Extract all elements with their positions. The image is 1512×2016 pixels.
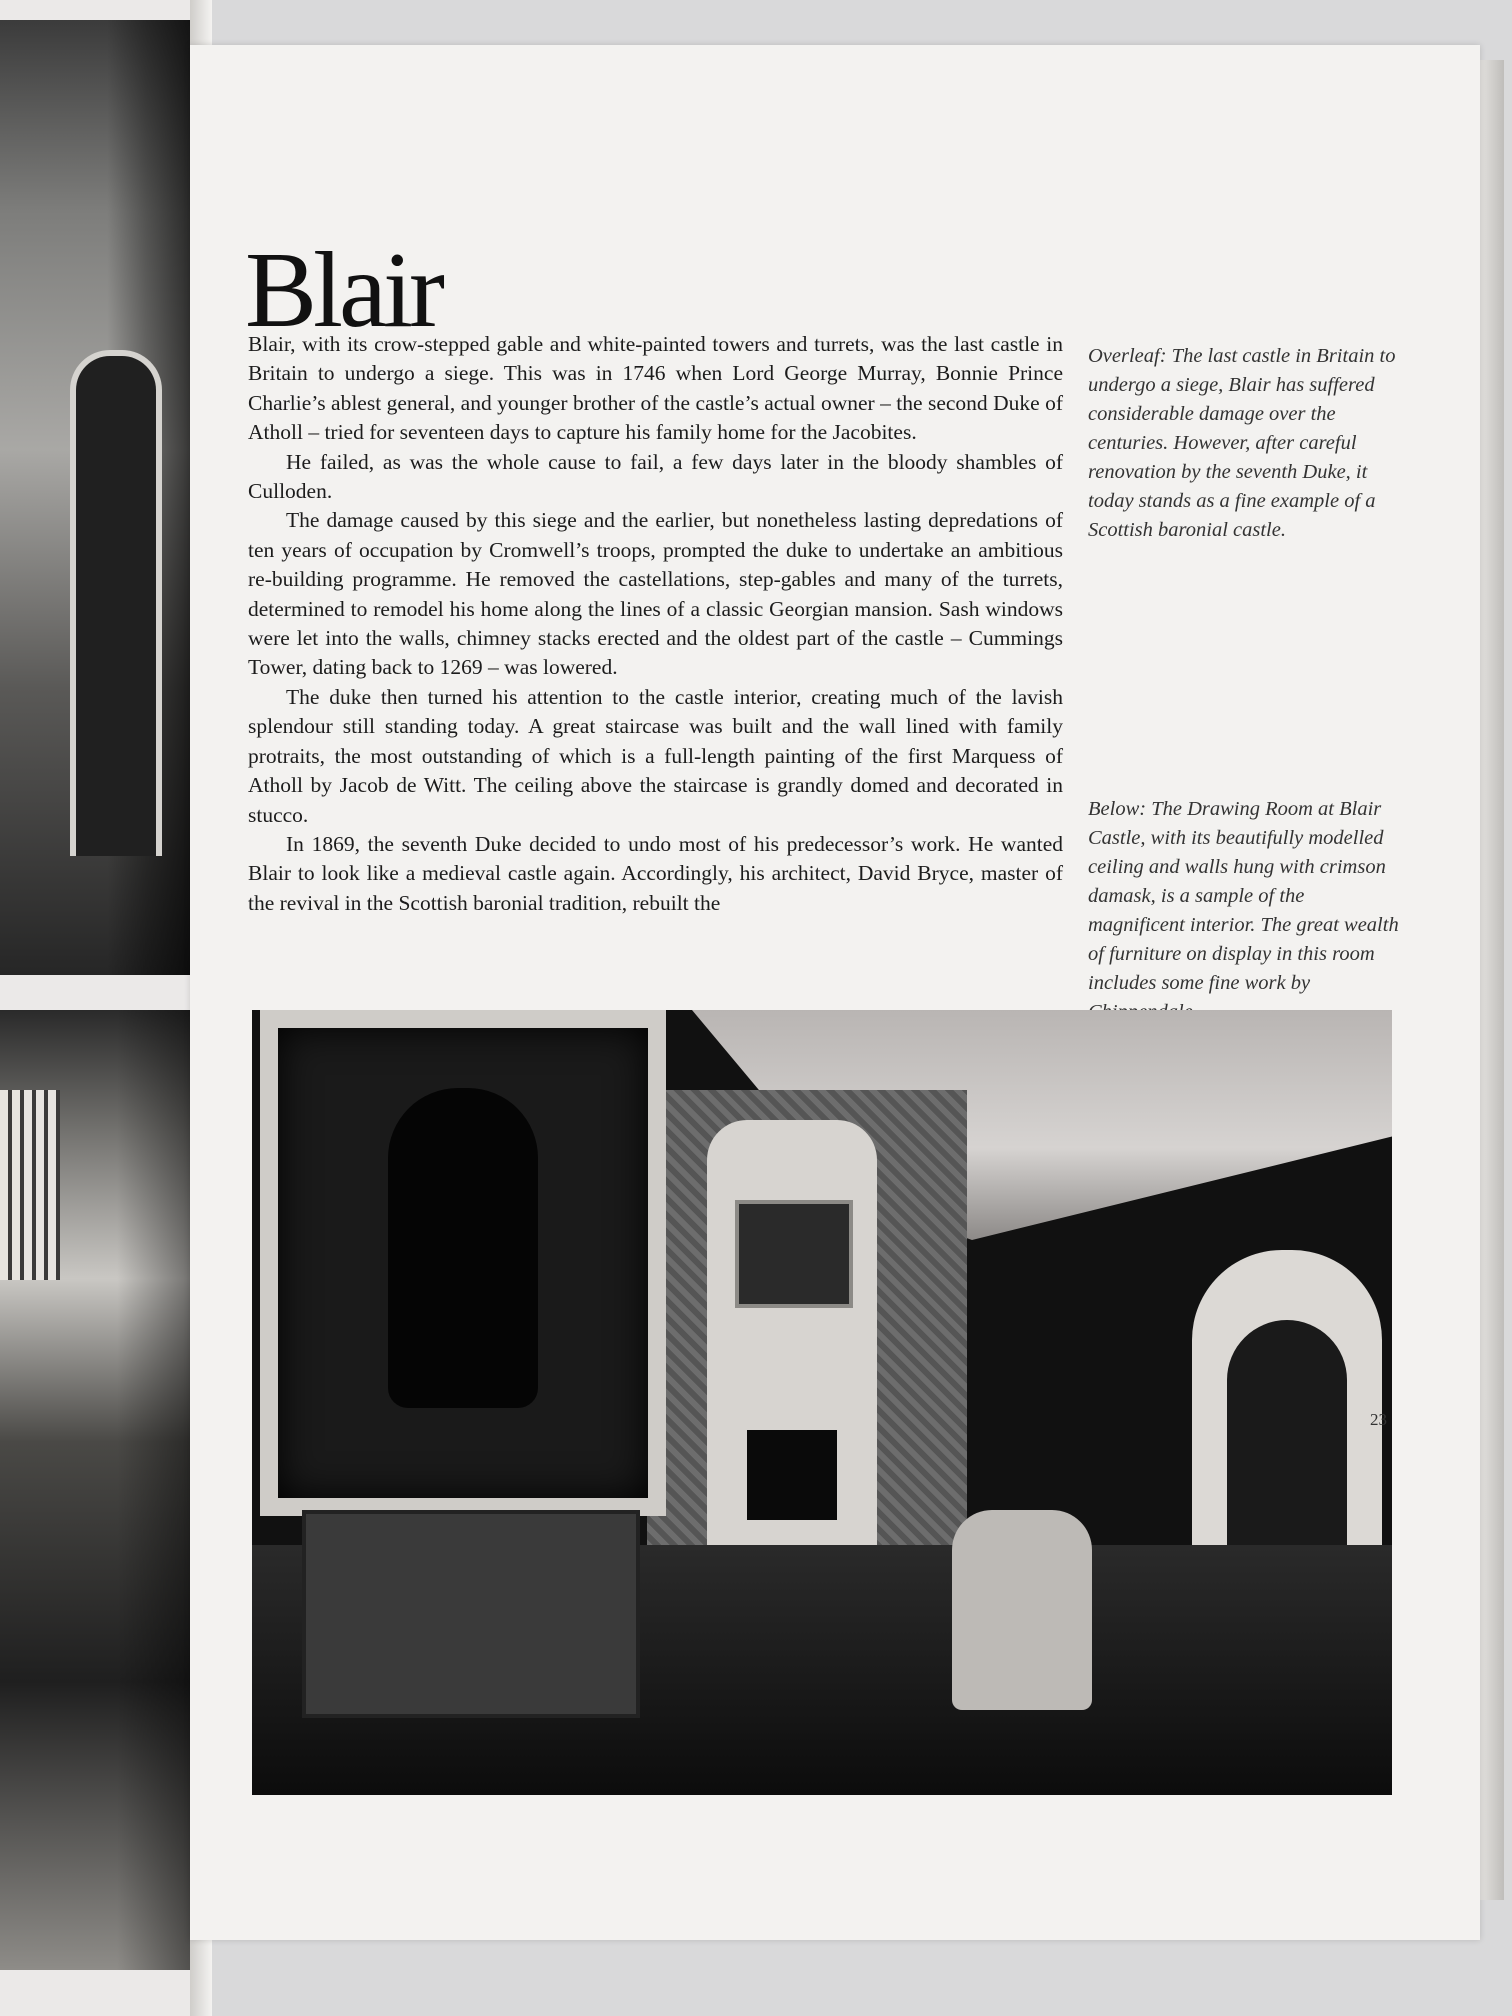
portrait-figure xyxy=(388,1088,538,1408)
pedimented-doorway xyxy=(1192,1250,1382,1580)
page-title: Blair xyxy=(245,231,441,351)
archway-shape xyxy=(70,350,162,856)
portrait-painting xyxy=(260,1010,666,1516)
castle-interior-photo-top xyxy=(0,20,195,975)
facing-page xyxy=(0,0,198,2016)
drawing-room-photo xyxy=(252,1010,1392,1795)
paragraph: The damage caused by this siege and the earlier, but nonetheless lasting depredations of ten years of occupation by Cromwell’s troops, prompted the duke to undertake an ambitious re-building programme. He removed the castellations, step-gables and many of the turrets, determined to remodel his home along the lines of a classic Georgian mansion. Sash windows were let into the walls, chimney stacks erected and the oldest part of the castle – Cummings Tower, dating back to 1269 – was lowered. xyxy=(248,508,1063,680)
paragraph: The duke then turned his attention to the castle interior, creating much of the lavish splendour still standing today. A great staircase was built and the wall lined with family protraits, the most outstanding of which is a full-length painting of the first Marquess of Atholl by Jacob de Witt. The ceiling above the staircase is grandly domed and decorated in stucco. xyxy=(248,684,1063,827)
paragraph: In 1869, the seventh Duke decided to undo most of his predecessor’s work. He wanted Blair to look like a medieval castle again. Accordingly, his architect, David Bryce, master of the revival in the Scottish baronial tradition, rebuilt the xyxy=(248,831,1063,915)
cabinet xyxy=(302,1510,640,1718)
overmantel-painting xyxy=(735,1200,853,1308)
page-edge xyxy=(1480,60,1504,1900)
article-body xyxy=(248,330,1063,918)
caption-overleaf: Overleaf: The last castle in Britain to undergo a siege, Blair has suffered considerable damage over the centuries. However, after careful renovation by the seventh Duke, it today stands as a fine example of a Scottish baronial castle. xyxy=(1088,345,1396,541)
fireplace-opening xyxy=(747,1430,837,1520)
book-page xyxy=(190,45,1480,1940)
paragraph: He failed, as was the whole cause to fail, a few days later in the bloody shambles of Culloden. xyxy=(248,449,1063,504)
fireplace-mantel xyxy=(707,1120,877,1550)
paragraph: Blair, with its crow-stepped gable and white-painted towers and turrets, was the last castle in Britain to undergo a siege. This was in 1746 when Lord George Murray, Bonnie Prince Charlie’s ablest general, and younger brother of the castle’s actual owner – the second Duke of Atholl – tried for seventeen days to capture his family home for the Jacobites. xyxy=(248,332,1063,445)
doorway-opening xyxy=(1227,1320,1347,1580)
hall-photo-bottom xyxy=(0,1010,195,1970)
armchair xyxy=(952,1510,1092,1710)
page-number: 23 xyxy=(1370,1410,1387,1429)
caption-below: Below: The Drawing Room at Blair Castle, with its beautifully modelled ceiling and walls hung with crimson damask, is a sample of the magnificent interior. The great wealth of furniture on display in this room includes some fine work by xyxy=(1088,798,1399,994)
stained-window-shape xyxy=(0,1090,60,1280)
